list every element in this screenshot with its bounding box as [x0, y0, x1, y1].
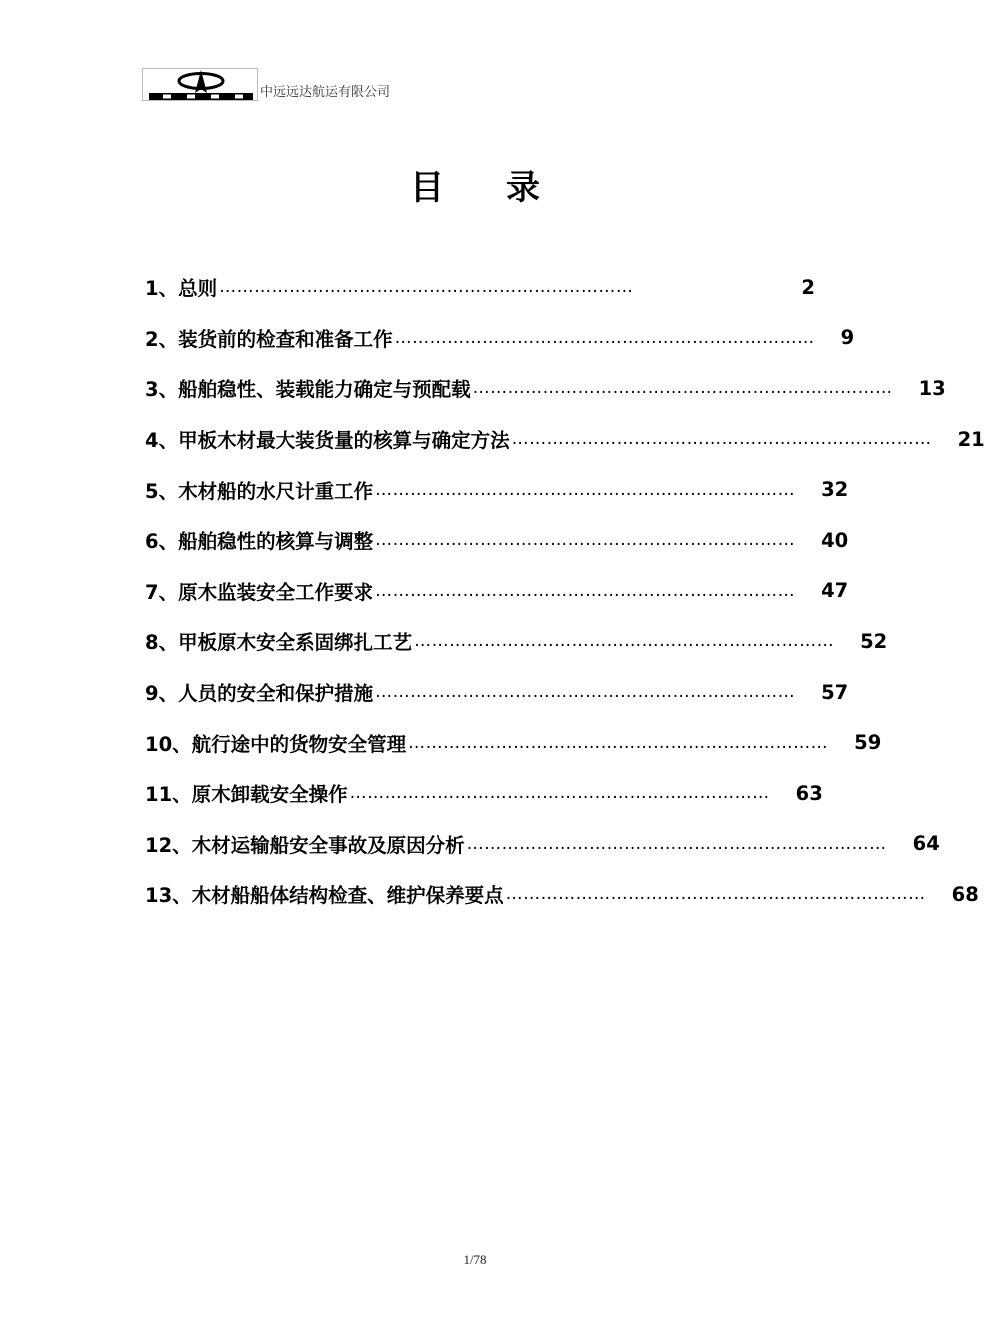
toc-page-number: 63: [795, 781, 823, 805]
toc-leader-dots: ………………………………………………………………: [511, 429, 932, 450]
toc-leader-dots: ………………………………………………………………: [472, 378, 893, 399]
title-part-1: 目: [410, 168, 444, 208]
toc-entry-label: 7、原木监装安全工作要求: [145, 580, 374, 604]
toc-entry-label: 6、船舶稳性的核算与调整: [145, 530, 374, 554]
toc-entry-label: 5、木材船的水尺计重工作: [145, 479, 374, 503]
toc-entry[interactable]: [145, 869, 979, 920]
page-title: [0, 160, 950, 209]
toc-leader-dots: ………………………………………………………………: [408, 732, 829, 753]
toc-leader-dots: ………………………………………………………………: [394, 327, 815, 348]
toc-page-number: 40: [821, 528, 849, 552]
toc-page-number: 32: [821, 478, 849, 502]
toc-leader-dots: ………………………………………………………………: [505, 884, 926, 905]
page-number: 1/78: [463, 1252, 487, 1267]
toc-page-number: 9: [840, 326, 855, 350]
table-of-contents: [145, 262, 985, 920]
toc-page-number: 59: [854, 731, 882, 755]
company-name: 中远远达航运有限公司: [260, 85, 391, 100]
toc-entry[interactable]: [145, 262, 815, 313]
toc-entry[interactable]: [145, 313, 855, 364]
toc-entry[interactable]: [145, 717, 882, 768]
toc-entry[interactable]: [145, 768, 823, 819]
toc-entry[interactable]: [145, 363, 946, 414]
toc-leader-dots: ………………………………………………………………: [375, 530, 796, 551]
toc-leader-dots: …………………………………………………..…………: [219, 277, 634, 298]
toc-entry[interactable]: [145, 464, 849, 515]
page-header: [142, 67, 390, 101]
toc-page-number: 2: [801, 275, 815, 299]
toc-entry-label: 12、木材运输船安全事故及原因分析: [145, 833, 465, 857]
page-footer: [0, 1252, 950, 1268]
toc-entry-label: 13、木材船船体结构检查、维护保养要点: [145, 884, 504, 908]
toc-leader-dots: ………………………………………………………………: [375, 580, 796, 601]
toc-page-number: 13: [918, 376, 946, 400]
toc-entry[interactable]: [145, 819, 940, 870]
toc-entry-label: 4、甲板木材最大装货量的核算与确定方法: [145, 429, 510, 453]
toc-leader-dots: ………………………………………………………………: [375, 682, 796, 703]
toc-entry[interactable]: [145, 566, 849, 617]
toc-page-number: 64: [912, 832, 940, 856]
toc-leader-dots: ………………………………………………………………: [349, 783, 770, 804]
toc-page-number: 47: [821, 579, 849, 603]
toc-entry-label: 1、总则: [145, 277, 218, 301]
toc-leader-dots: ………………………………………………………………: [414, 631, 835, 652]
toc-entry-label: 2、装货前的检查和准备工作: [145, 327, 393, 351]
toc-entry-label: 9、人员的安全和保护措施: [145, 682, 374, 706]
toc-page-number: 21: [957, 427, 985, 451]
title-part-2: 录: [506, 168, 540, 208]
toc-entry[interactable]: [145, 414, 985, 465]
toc-entry[interactable]: [145, 515, 849, 566]
toc-page-number: 68: [951, 882, 979, 906]
toc-entry[interactable]: [145, 667, 849, 718]
toc-entry-label: 3、船舶稳性、装载能力确定与预配载: [145, 378, 471, 402]
toc-leader-dots: ………………………………………………………………: [375, 479, 796, 500]
toc-page-number: 57: [821, 680, 849, 704]
cosco-logo-icon: [142, 68, 258, 101]
toc-leader-dots: ………………………………………………………………: [466, 833, 887, 854]
toc-entry[interactable]: [145, 616, 888, 667]
toc-page-number: 52: [860, 629, 888, 653]
toc-entry-label: 10、航行途中的货物安全管理: [145, 732, 407, 756]
toc-entry-label: 11、原木卸载安全操作: [145, 783, 348, 807]
toc-entry-label: 8、甲板原木安全系固绑扎工艺: [145, 631, 413, 655]
